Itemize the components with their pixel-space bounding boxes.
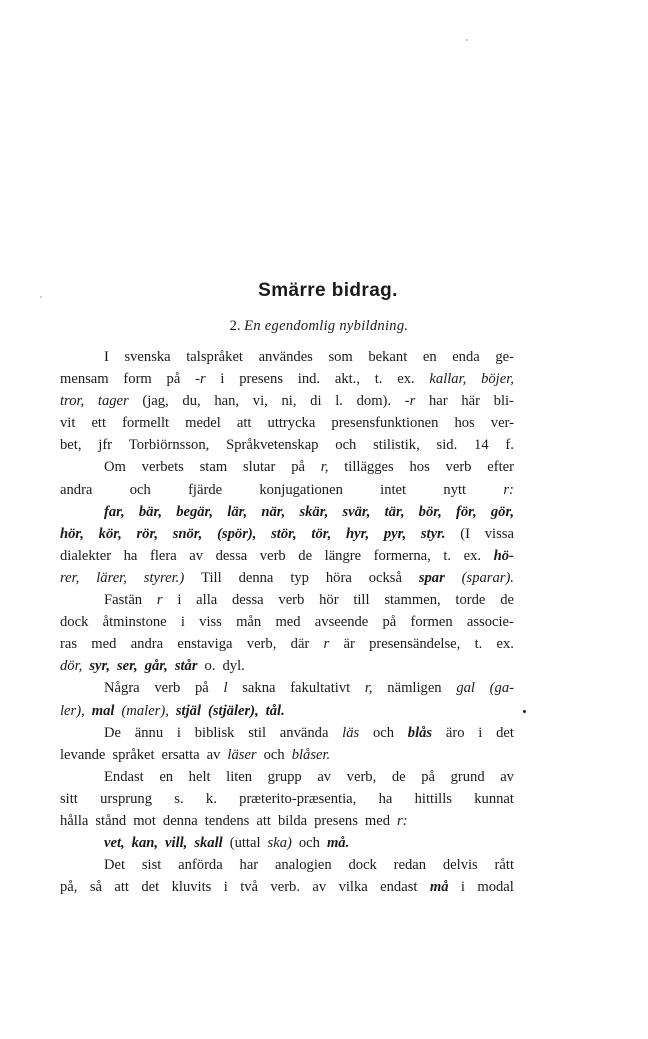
word: äro	[445, 724, 465, 741]
word: liten	[226, 768, 253, 785]
text-line	[60, 722, 514, 744]
word: de	[500, 592, 514, 609]
text-line	[60, 479, 514, 501]
word: flera	[149, 547, 177, 564]
word: här	[461, 393, 480, 410]
article-title-text: En egendomlig nybildning.	[244, 318, 409, 334]
word: tillägges	[344, 459, 394, 476]
word: delvis	[442, 857, 478, 874]
word: 14	[474, 437, 489, 454]
word: i	[223, 879, 228, 896]
word: nytt	[443, 481, 467, 498]
word: det	[141, 879, 160, 896]
word: jfr	[98, 437, 113, 454]
word: tål.	[265, 702, 285, 719]
word: hålla	[60, 812, 89, 829]
word: associe-	[466, 614, 514, 631]
word: medel	[185, 415, 221, 432]
word: på	[421, 768, 435, 785]
word: vi,	[252, 393, 268, 410]
word: åtminstone	[102, 614, 167, 631]
word: ser,	[117, 658, 138, 675]
word: av	[206, 746, 221, 763]
text-line	[60, 611, 514, 633]
word: och	[335, 437, 357, 454]
word: (I	[460, 525, 471, 542]
word: verb	[259, 547, 286, 564]
word: gal	[456, 680, 475, 697]
word: svenska	[124, 349, 171, 365]
word: s.	[174, 790, 184, 807]
word: torde	[455, 592, 486, 609]
word: i	[220, 371, 225, 388]
word: språket	[112, 746, 155, 763]
word: nämligen	[387, 680, 442, 697]
word: t.	[443, 547, 452, 564]
word: verb,	[346, 768, 377, 785]
word: vit	[60, 415, 76, 432]
word: fjärde	[188, 481, 223, 498]
text-line	[60, 545, 514, 567]
word: uttrycka	[267, 415, 316, 432]
word: lärer,	[96, 569, 127, 586]
word: stil	[248, 724, 267, 741]
word: andra	[60, 481, 93, 498]
word: det	[496, 724, 514, 741]
word: vilka	[338, 879, 368, 896]
word: rör,	[136, 525, 158, 542]
word: styrer.)	[143, 569, 185, 586]
word: hos	[409, 459, 430, 476]
word: enda	[452, 349, 480, 365]
word: formerna,	[373, 547, 431, 564]
text-line	[60, 368, 514, 390]
word: till	[353, 592, 370, 609]
word: bet,	[60, 437, 82, 454]
word: kan,	[131, 835, 159, 852]
word: höra	[325, 569, 352, 586]
word: i	[177, 592, 182, 609]
word: l	[223, 680, 228, 697]
section-heading: Smärre bidrag.	[258, 280, 398, 301]
word: och	[263, 746, 285, 763]
word: modal	[477, 879, 514, 896]
word: stånd	[95, 812, 127, 829]
text-line	[60, 788, 514, 810]
word: läs	[342, 724, 360, 741]
text-line	[60, 876, 514, 898]
word: denna	[238, 569, 274, 586]
word: rått	[494, 857, 514, 874]
word: att	[256, 812, 271, 829]
word: mot	[133, 812, 156, 829]
word: sid.	[436, 437, 458, 454]
word: dessa	[215, 547, 248, 564]
word: grund	[450, 768, 485, 785]
word: endast	[380, 879, 418, 896]
word: de	[298, 547, 313, 564]
word: går,	[144, 658, 168, 675]
word: tör,	[311, 525, 332, 542]
word: av	[500, 768, 514, 785]
word: ras	[60, 636, 78, 653]
word: ha	[378, 790, 393, 807]
word: (uttal	[229, 835, 261, 852]
word: mensam	[60, 371, 109, 388]
text-line	[60, 854, 514, 876]
text-line	[60, 390, 514, 412]
word: ännu	[134, 724, 164, 741]
word: användes	[258, 349, 313, 365]
word: efter	[487, 459, 514, 476]
word: Om	[104, 459, 126, 476]
word: formen	[410, 614, 453, 631]
word: med	[91, 636, 117, 653]
word: böjer,	[481, 371, 514, 388]
word: så	[89, 879, 102, 896]
word: på	[382, 614, 397, 631]
word: kunnat	[474, 790, 514, 807]
word: sitt	[60, 790, 78, 807]
word: -r	[195, 371, 206, 388]
word: hö-	[493, 547, 514, 564]
word: sist	[141, 857, 162, 874]
word: tär,	[384, 503, 405, 520]
word: De	[104, 724, 122, 741]
word: form	[123, 371, 152, 388]
word: verbets	[141, 459, 184, 476]
text-line	[60, 677, 514, 699]
text-line	[60, 346, 514, 368]
word: bör,	[418, 503, 442, 520]
word: anförda	[178, 857, 223, 874]
word: r,	[364, 680, 373, 697]
word: bli-	[493, 393, 514, 410]
word: bilda	[277, 812, 308, 829]
word: ler),	[60, 702, 85, 719]
word: formellt	[122, 415, 170, 432]
word: du,	[182, 393, 201, 410]
word: må.	[326, 835, 350, 852]
word: r	[323, 636, 330, 653]
word: Språkvetenskap	[226, 437, 319, 454]
text-line	[60, 744, 514, 766]
word: ge-	[495, 349, 514, 365]
word: ett	[91, 415, 107, 432]
word: Fastän	[104, 592, 143, 609]
word: biblisk	[194, 724, 235, 741]
word: använda	[279, 724, 329, 741]
word: i	[176, 724, 181, 741]
margin-mark	[523, 710, 526, 713]
word: läser	[227, 746, 257, 763]
word: i	[460, 879, 465, 896]
word: (jag,	[142, 393, 169, 410]
word: dör,	[60, 658, 83, 675]
word: styr.	[420, 525, 446, 542]
word: av	[312, 879, 327, 896]
word: på	[195, 680, 209, 697]
word: presensfunktionen	[331, 415, 439, 432]
word: dialekter	[60, 547, 112, 564]
word: där	[290, 636, 310, 653]
word: må	[429, 879, 449, 896]
word: på,	[60, 879, 78, 896]
word: ha	[123, 547, 138, 564]
word: tager	[97, 393, 129, 410]
word: vet,	[104, 835, 125, 852]
word: (maler),	[121, 702, 169, 719]
word: dyl.	[222, 658, 245, 675]
word: att	[114, 879, 129, 896]
word: redan	[393, 857, 427, 874]
word: ind.	[297, 371, 321, 388]
text-line	[60, 700, 514, 722]
word: två	[240, 879, 259, 896]
word: enstaviga	[177, 636, 233, 653]
word: gör,	[490, 503, 514, 520]
word: på	[291, 459, 305, 476]
word: syr,	[89, 658, 110, 675]
word: pyr,	[383, 525, 407, 542]
text-line	[60, 766, 514, 788]
word: far,	[104, 503, 125, 520]
text-line	[60, 434, 514, 456]
word: och	[372, 724, 395, 741]
word: i	[180, 614, 185, 631]
word: viss	[199, 614, 222, 631]
word: intet	[380, 481, 407, 498]
scan-speck	[466, 39, 468, 41]
word: mån	[236, 614, 262, 631]
word: hos	[454, 415, 475, 432]
word: sakna	[242, 680, 276, 697]
word: vill,	[165, 835, 188, 852]
text-line	[60, 810, 514, 832]
word: dom).	[356, 393, 392, 410]
word: ver-	[490, 415, 514, 432]
word: hyr,	[345, 525, 370, 542]
word: andra	[130, 636, 164, 653]
word: fakultativt	[290, 680, 351, 697]
word: en	[159, 768, 174, 785]
word: har	[428, 393, 448, 410]
word: presens	[239, 371, 284, 388]
word: ex.	[496, 636, 514, 653]
word: skär,	[299, 503, 329, 520]
word: r:	[397, 812, 408, 829]
word: och	[129, 481, 151, 498]
word: ursprung	[100, 790, 153, 807]
word: på	[166, 371, 181, 388]
word: de	[391, 768, 406, 785]
word: kluvits	[171, 879, 212, 896]
word: o.	[204, 658, 216, 675]
word: han,	[214, 393, 240, 410]
word: är	[343, 636, 355, 653]
word: alla	[196, 592, 218, 609]
word: vissa	[484, 525, 514, 542]
word: akt.,	[334, 371, 360, 388]
word: levande	[60, 746, 106, 763]
word: kör,	[98, 525, 122, 542]
word: tendens	[204, 812, 250, 829]
word: att	[236, 415, 252, 432]
word: l.	[335, 393, 343, 410]
word: för,	[455, 503, 477, 520]
word: verb	[445, 459, 472, 476]
word: begär,	[176, 503, 214, 520]
word: (spör),	[217, 525, 257, 542]
text-line	[60, 832, 514, 854]
word: och	[298, 835, 320, 852]
word: ex.	[463, 547, 482, 564]
word: avseende	[314, 614, 369, 631]
word: typ	[290, 569, 309, 586]
word: som	[328, 349, 353, 365]
word: hör,	[60, 525, 84, 542]
word: ersatta	[161, 746, 200, 763]
word: dock	[60, 614, 89, 631]
text-line	[60, 501, 514, 523]
word: r	[156, 592, 163, 609]
text-line	[60, 412, 514, 434]
word: Torbiörnsson,	[128, 437, 210, 454]
word: (ga-	[489, 680, 514, 697]
word: Några	[104, 680, 140, 697]
word: av	[317, 768, 332, 785]
word: t.	[474, 636, 483, 653]
word: har	[239, 857, 259, 874]
word: kallar,	[429, 371, 467, 388]
word: ex.	[397, 371, 415, 388]
word: blåser.	[291, 746, 331, 763]
word: presensändelse,	[369, 636, 461, 653]
word: med	[275, 614, 301, 631]
word: f.	[505, 437, 514, 454]
word: också	[368, 569, 402, 586]
word: presens	[314, 812, 358, 829]
word: ni,	[281, 393, 297, 410]
word: k.	[205, 790, 217, 807]
word: hittills	[414, 790, 452, 807]
word: Det	[104, 857, 126, 874]
word: spar	[418, 569, 445, 586]
word: blås	[407, 724, 433, 741]
word: en	[422, 349, 437, 365]
word: stammen,	[384, 592, 441, 609]
word: konjugationen	[259, 481, 343, 498]
article-title	[0, 318, 648, 335]
word: grupp	[267, 768, 302, 785]
text-line	[60, 589, 514, 611]
word: ska)	[267, 835, 292, 852]
word: dessa	[232, 592, 264, 609]
word: Endast	[104, 768, 144, 785]
word: I	[104, 349, 109, 365]
word: stör,	[271, 525, 297, 542]
word: verb.	[270, 879, 301, 896]
word: stam	[199, 459, 228, 476]
word: (sparar).	[461, 569, 514, 586]
word: när,	[261, 503, 286, 520]
word: denna	[162, 812, 198, 829]
word: står	[174, 658, 198, 675]
text-line	[60, 456, 514, 478]
word: Till	[201, 569, 222, 586]
word: lär,	[227, 503, 248, 520]
word: svär,	[342, 503, 371, 520]
text-line	[60, 633, 514, 655]
word: analogien	[274, 857, 332, 874]
word: skall	[194, 835, 223, 852]
word: tror,	[60, 393, 85, 410]
body-text	[60, 346, 514, 898]
word: mal	[91, 702, 115, 719]
word: verb,	[246, 636, 277, 653]
word: av	[189, 547, 204, 564]
word: rer,	[60, 569, 80, 586]
article-number: 2.	[229, 318, 241, 334]
word: stjäl	[175, 702, 201, 719]
word: med	[364, 812, 391, 829]
word: verb	[154, 680, 181, 697]
word: verb	[278, 592, 305, 609]
word: r,	[320, 459, 329, 476]
word: stilistik,	[373, 437, 420, 454]
word: di	[310, 393, 322, 410]
word: talspråket	[186, 349, 243, 365]
word: præterito-præsentia,	[239, 790, 357, 807]
word: helt	[188, 768, 211, 785]
word: (stjäler),	[208, 702, 259, 719]
word: bekant	[368, 349, 408, 365]
word: t.	[374, 371, 383, 388]
word: -r	[404, 393, 416, 410]
word: längre	[324, 547, 362, 564]
word: hör	[319, 592, 339, 609]
word: bär,	[138, 503, 162, 520]
text-line	[60, 655, 514, 677]
word: r:	[503, 481, 514, 498]
word: slutar	[242, 459, 276, 476]
word: snör,	[172, 525, 203, 542]
text-line	[60, 567, 514, 589]
text-line	[60, 523, 514, 545]
word: i	[478, 724, 483, 741]
word: dock	[348, 857, 377, 874]
